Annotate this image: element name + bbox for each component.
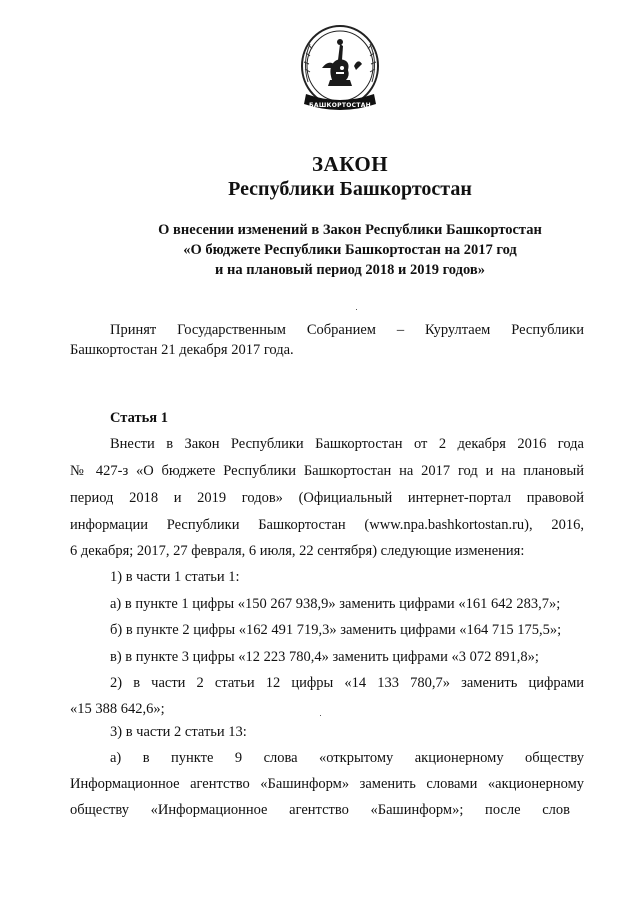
- scan-speck: [356, 309, 357, 310]
- subject-line: «О бюджете Республики Башкортостан на 2017 год: [183, 242, 517, 258]
- article-paragraph-line: Внести в Закон Республики Башкортостан от 2 декабря 2016 года: [110, 436, 584, 452]
- adoption-line: Башкортостан 21 декабря 2017 года.: [70, 342, 294, 358]
- list-item: а) в пункте 9 слова «открытому акционерному обществу: [110, 750, 584, 766]
- list-item: 1) в части 1 статьи 1:: [110, 569, 240, 585]
- article-heading: Статья 1: [110, 410, 168, 426]
- svg-text:БАШКОРТОСТАН: БАШКОРТОСТАН: [309, 102, 371, 109]
- law-subject: [30, 220, 640, 280]
- subject-line: О внесении изменений в Закон Республики Башкортостан: [158, 222, 542, 238]
- list-item: 2) в части 2 статьи 12 цифры «14 133 780,7» заменить цифрами: [110, 675, 584, 691]
- document-subtitle: Республики Башкортостан: [228, 178, 472, 200]
- document-title: ЗАКОН: [311, 152, 389, 176]
- adoption-line: Принят Государственным Собранием – Курултаем Республики: [110, 322, 584, 338]
- article-paragraph-line: период 2018 и 2019 годов» (Официальный интернет-портал правовой: [70, 490, 584, 506]
- subject-line: и на плановый период 2018 и 2019 годов»: [215, 262, 485, 278]
- coat-of-arms-icon: [298, 22, 382, 122]
- list-item: 3) в части 2 статьи 13:: [110, 724, 247, 740]
- list-item: а) в пункте 1 цифры «150 267 938,9» заменить цифрами «161 642 283,7»;: [110, 596, 561, 612]
- scan-speck: [320, 715, 321, 716]
- article-paragraph-line: 6 декабря; 2017, 27 февраля, 6 июля, 22 сентября) следующие изменения:: [70, 543, 525, 559]
- article-paragraph-line: № 427-з «О бюджете Республики Башкортостан на 2017 год и на плановый: [70, 463, 584, 479]
- list-item: Информационное агентство «Башинформ» заменить словами «акционерному: [70, 776, 584, 792]
- list-item: «15 388 642,6»;: [70, 701, 165, 717]
- list-item: б) в пункте 2 цифры «162 491 719,3» заменить цифрами «164 715 175,5»;: [110, 622, 562, 638]
- list-item: обществу «Информационное агентство «Башинформ»; после слов: [70, 802, 570, 818]
- list-item: в) в пункте 3 цифры «12 223 780,4» заменить цифрами «3 072 891,8»;: [110, 649, 539, 665]
- article-paragraph-line: информации Республики Башкортостан (www.npa.bashkortostan.ru), 2016,: [70, 517, 584, 533]
